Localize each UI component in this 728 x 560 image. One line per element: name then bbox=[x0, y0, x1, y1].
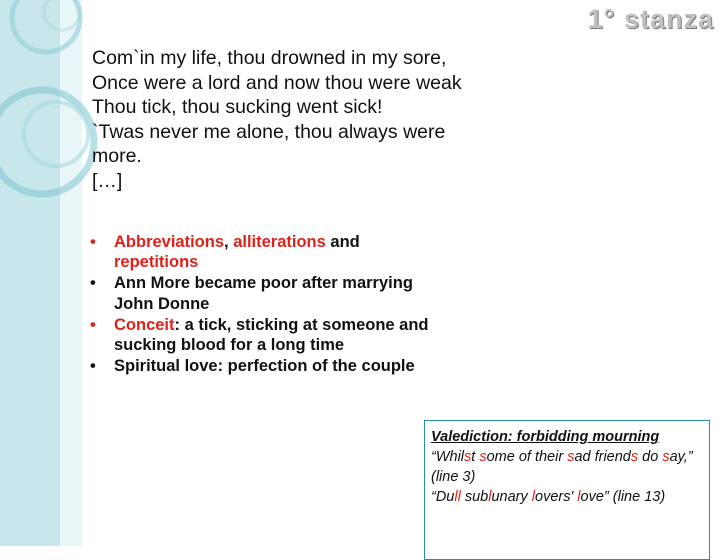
poem-line: Thou tick, thou sucking went sick! bbox=[92, 96, 383, 118]
quote-segment: s bbox=[662, 449, 670, 465]
quote-segment: ove” (line 13) bbox=[580, 489, 666, 505]
decorative-ring-top bbox=[12, 0, 80, 52]
bullet-text: alliterations bbox=[233, 233, 326, 251]
bullet-text: Conceit bbox=[114, 315, 175, 334]
quote-segment: ay,” (line 3) bbox=[431, 449, 693, 485]
quote-segment: l bbox=[488, 489, 492, 505]
quote-segment: sub bbox=[460, 489, 489, 505]
bullet-item bbox=[86, 232, 436, 272]
bullet-text: Spiritual love: perfection of the couple bbox=[114, 357, 415, 376]
callout-heading: Valediction: forbidding mourning bbox=[431, 429, 660, 445]
quote-segment: ome of their bbox=[486, 449, 568, 465]
callout-quote-2 bbox=[431, 487, 703, 507]
poem-line: `Twas never me alone, thou always were bbox=[92, 120, 446, 143]
poem-line: […] bbox=[92, 169, 123, 192]
quote-segment: t bbox=[471, 449, 480, 465]
bullet-text: Abbreviations bbox=[114, 233, 225, 251]
decorative-ring-mid bbox=[0, 90, 94, 194]
left-teal-band bbox=[0, 0, 60, 546]
slide-title: 1° stanza bbox=[587, 4, 714, 34]
bullet-item bbox=[86, 273, 436, 313]
quote-segment: ll bbox=[454, 489, 461, 505]
quote-segment: unary bbox=[491, 489, 532, 505]
bullet-text: and bbox=[325, 233, 360, 251]
poem-line: Com`in my life, thou drowned in my sore, bbox=[92, 47, 447, 69]
quote-segment: l bbox=[577, 489, 581, 505]
bullet-item bbox=[86, 356, 436, 376]
bullet-list bbox=[86, 232, 436, 377]
quote-segment: do bbox=[638, 449, 663, 465]
quote-segment: overs' bbox=[535, 489, 578, 505]
left-panel-gradient bbox=[0, 0, 82, 546]
quote-segment: “Du bbox=[431, 489, 455, 505]
quote-segment: s bbox=[630, 449, 639, 465]
poem-line: Once were a lord and now thou were weak bbox=[92, 71, 462, 94]
quote-segment: s bbox=[464, 449, 472, 465]
poem-excerpt bbox=[92, 46, 592, 193]
callout-quote-1 bbox=[431, 447, 703, 487]
bullet-item bbox=[86, 315, 436, 355]
decorative-ring-inner bbox=[24, 102, 88, 166]
bullet-text: Ann More became poor after marrying John Donne bbox=[114, 274, 413, 313]
poem-line: more. bbox=[92, 145, 142, 167]
bullet-text: , bbox=[224, 233, 234, 251]
quote-segment: l bbox=[531, 489, 536, 505]
quote-segment: s bbox=[479, 449, 487, 465]
quote-segment: ad friend bbox=[574, 449, 631, 465]
callout-box bbox=[424, 420, 710, 560]
quote-segment: “Whil bbox=[431, 449, 465, 465]
bullet-text: : a tick, sticking at someone and sucking blood for a long time bbox=[114, 315, 429, 355]
quote-segment: s bbox=[567, 449, 575, 465]
bullet-text: repetitions bbox=[114, 253, 199, 272]
decorative-ring-small bbox=[44, 0, 80, 30]
